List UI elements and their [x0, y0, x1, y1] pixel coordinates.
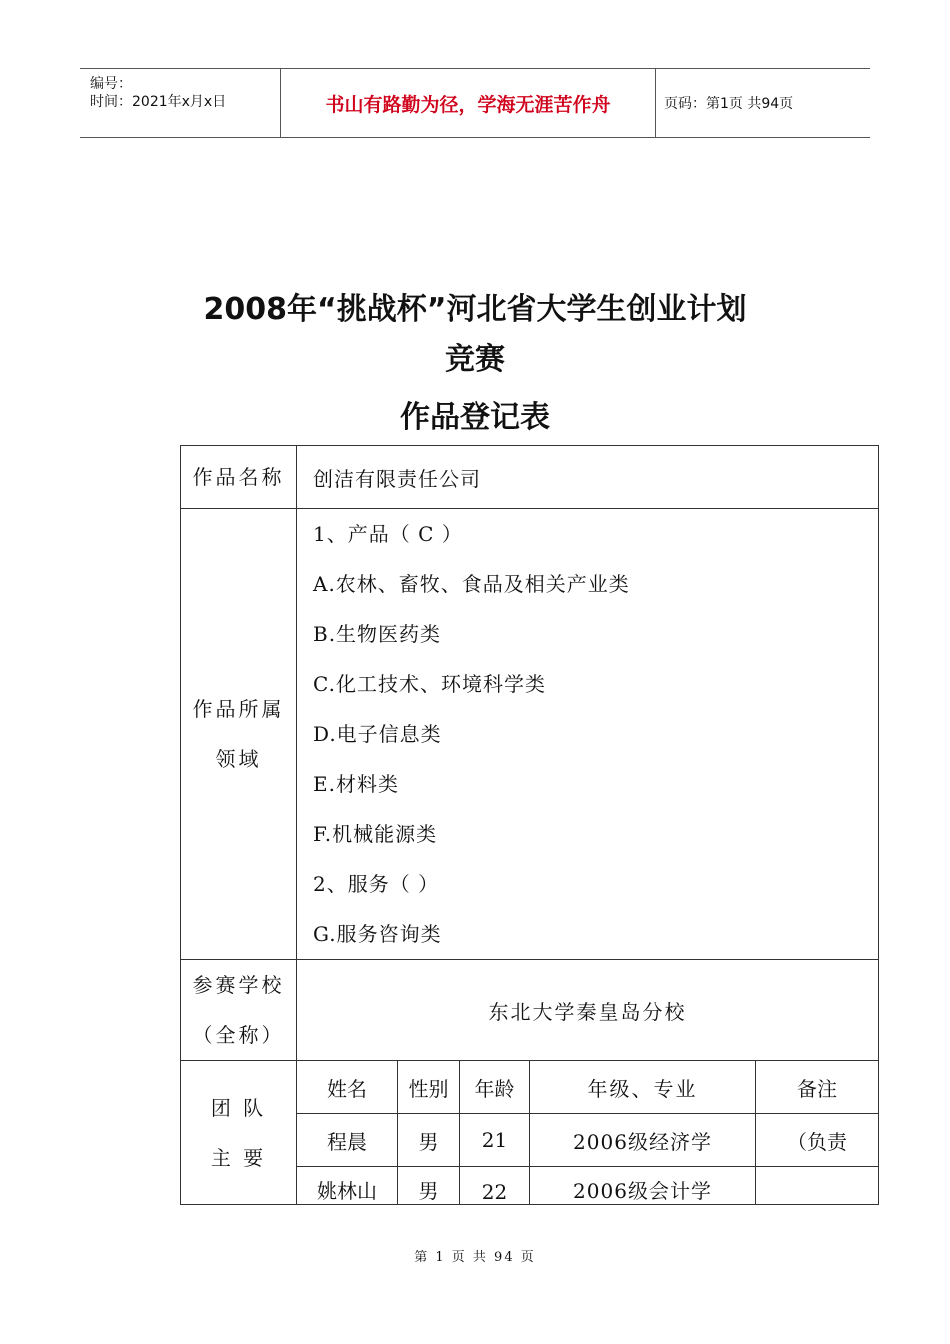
field-options [297, 509, 879, 960]
header-meta [80, 69, 280, 137]
team-label-line-2: 主 要 [210, 1145, 267, 1170]
team-header-gender: 性别 [398, 1061, 460, 1114]
field-label-line-2: 领域 [215, 747, 262, 771]
title-line-2: 竞赛 [445, 342, 505, 377]
member-age: 22 [460, 1167, 530, 1205]
field-option: C.化工技术、环境科学类 [313, 672, 546, 696]
header-motto: 书山有路勤为径，学海无涯苦作舟 [280, 69, 656, 137]
header-page-info: 页码：第1页 共94页 [664, 96, 794, 112]
member-major: 2006级经济学 [530, 1114, 756, 1167]
team-header-note: 备注 [756, 1061, 879, 1114]
field-option: 1、产品（ C ） [313, 522, 463, 546]
work-name-row [181, 446, 879, 509]
registration-form [180, 445, 878, 1205]
member-age: 21 [460, 1114, 530, 1167]
team-label [181, 1061, 297, 1205]
field-row [181, 509, 879, 960]
school-label-line-2: （全称） [192, 1023, 285, 1047]
member-name: 姚林山 [297, 1167, 398, 1205]
field-option: D.电子信息类 [313, 722, 442, 746]
page-footer: 第 1 页 共 94 页 [414, 1250, 536, 1265]
team-header-age: 年龄 [460, 1061, 530, 1114]
field-label-line-1: 作品所属 [192, 697, 285, 721]
title-line-3: 作品登记表 [400, 400, 550, 435]
field-option: 2、服务（ ） [313, 872, 440, 896]
team-label-line-1: 团 队 [210, 1095, 267, 1120]
field-option: B.生物医药类 [313, 622, 442, 646]
member-gender: 男 [398, 1167, 460, 1205]
school-label-line-1: 参赛学校 [192, 973, 285, 997]
number-label: 编号： [90, 76, 132, 92]
team-header-row [181, 1061, 879, 1114]
team-header-name: 姓名 [297, 1061, 398, 1114]
member-name: 程晨 [297, 1114, 398, 1167]
field-option: A.农林、畜牧、食品及相关产业类 [313, 572, 630, 596]
school-value: 东北大学秦皇岛分校 [297, 960, 879, 1061]
time-label: 时间：2021年x月x日 [90, 94, 227, 110]
member-gender: 男 [398, 1114, 460, 1167]
work-name-value: 创洁有限责任公司 [297, 446, 879, 509]
work-name-label: 作品名称 [181, 446, 297, 509]
member-note [756, 1167, 879, 1205]
field-option: E.材料类 [313, 772, 399, 796]
document-header [80, 68, 870, 138]
member-major: 2006级会计学 [530, 1167, 756, 1205]
field-option: F.机械能源类 [313, 822, 438, 846]
school-label [181, 960, 297, 1061]
school-row [181, 960, 879, 1061]
registration-table [180, 445, 879, 1205]
title-line-1: 2008年“挑战杯”河北省大学生创业计划 [203, 292, 747, 327]
team-header-major: 年级、专业 [530, 1061, 756, 1114]
field-option: G.服务咨询类 [313, 922, 442, 946]
member-note: （负责 [756, 1114, 879, 1167]
field-label [181, 509, 297, 960]
